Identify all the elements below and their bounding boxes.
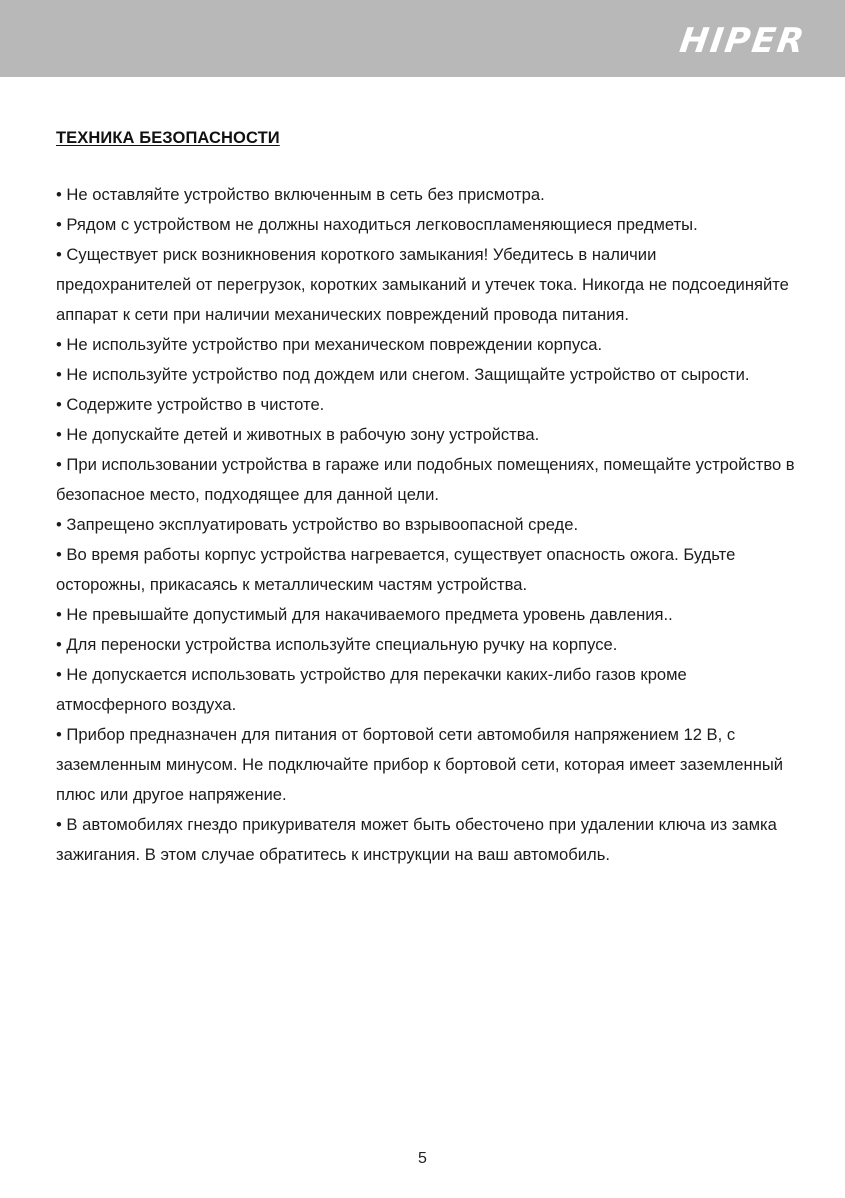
safety-instructions-list — [56, 180, 796, 870]
header-band — [0, 0, 845, 77]
list-item: • Не оставляйте устройство включенным в сеть без присмотра. — [56, 185, 545, 204]
list-item: • Не используйте устройство под дождем или снегом. Защищайте устройство от сырости. — [56, 365, 750, 384]
list-item: • Не используйте устройство при механическом повреждении корпуса. — [56, 335, 603, 354]
list-item: • Прибор предназначен для питания от бортовой сети автомобиля напряжением 12 В, с заземленным минусом. Не подключайте прибор к бортовой сети, которая имеет заземленный плюс или другое напряжение. — [56, 725, 784, 804]
list-item: • При использовании устройства в гараже или подобных помещениях, помещайте устройство в безопасное место, подходящее для данной цели. — [56, 455, 795, 504]
page-number: 5 — [418, 1150, 427, 1167]
list-item: • Не превышайте допустимый для накачиваемого предмета уровень давления.. — [56, 605, 673, 624]
list-item: • Содержите устройство в чистоте. — [56, 395, 325, 414]
list-item: • В автомобилях гнездо прикуривателя может быть обесточено при удалении ключа из замка зажигания. В этом случае обратитесь к инструкции на ваш автомобиль. — [56, 815, 777, 864]
list-item: • Рядом с устройством не должны находиться легковоспламеняющиеся предметы. — [56, 215, 698, 234]
list-item: • Не допускается использовать устройство для перекачки каких-либо газов кроме атмосферного воздуха. — [56, 665, 687, 714]
brand-logo: HIPER — [676, 21, 808, 61]
list-item: • Запрещено эксплуатировать устройство во взрывоопасной среде. — [56, 515, 579, 534]
list-item: • Не допускайте детей и животных в рабочую зону устройства. — [56, 425, 540, 444]
list-item: • Существует риск возникновения короткого замыкания! Убедитесь в наличии предохранителей от перегрузок, коротких замыканий и утечек тока. Никогда не подсоединяйте аппарат к сети при наличии механических повреждений провода питания. — [56, 245, 789, 324]
section-title: ТЕХНИКА БЕЗОПАСНОСТИ — [56, 129, 280, 147]
list-item: • Во время работы корпус устройства нагревается, существует опасность ожога. Будьте осторожны, прикасаясь к металлическим частям устройства. — [56, 545, 736, 594]
list-item: • Для переноски устройства используйте специальную ручку на корпусе. — [56, 635, 618, 654]
